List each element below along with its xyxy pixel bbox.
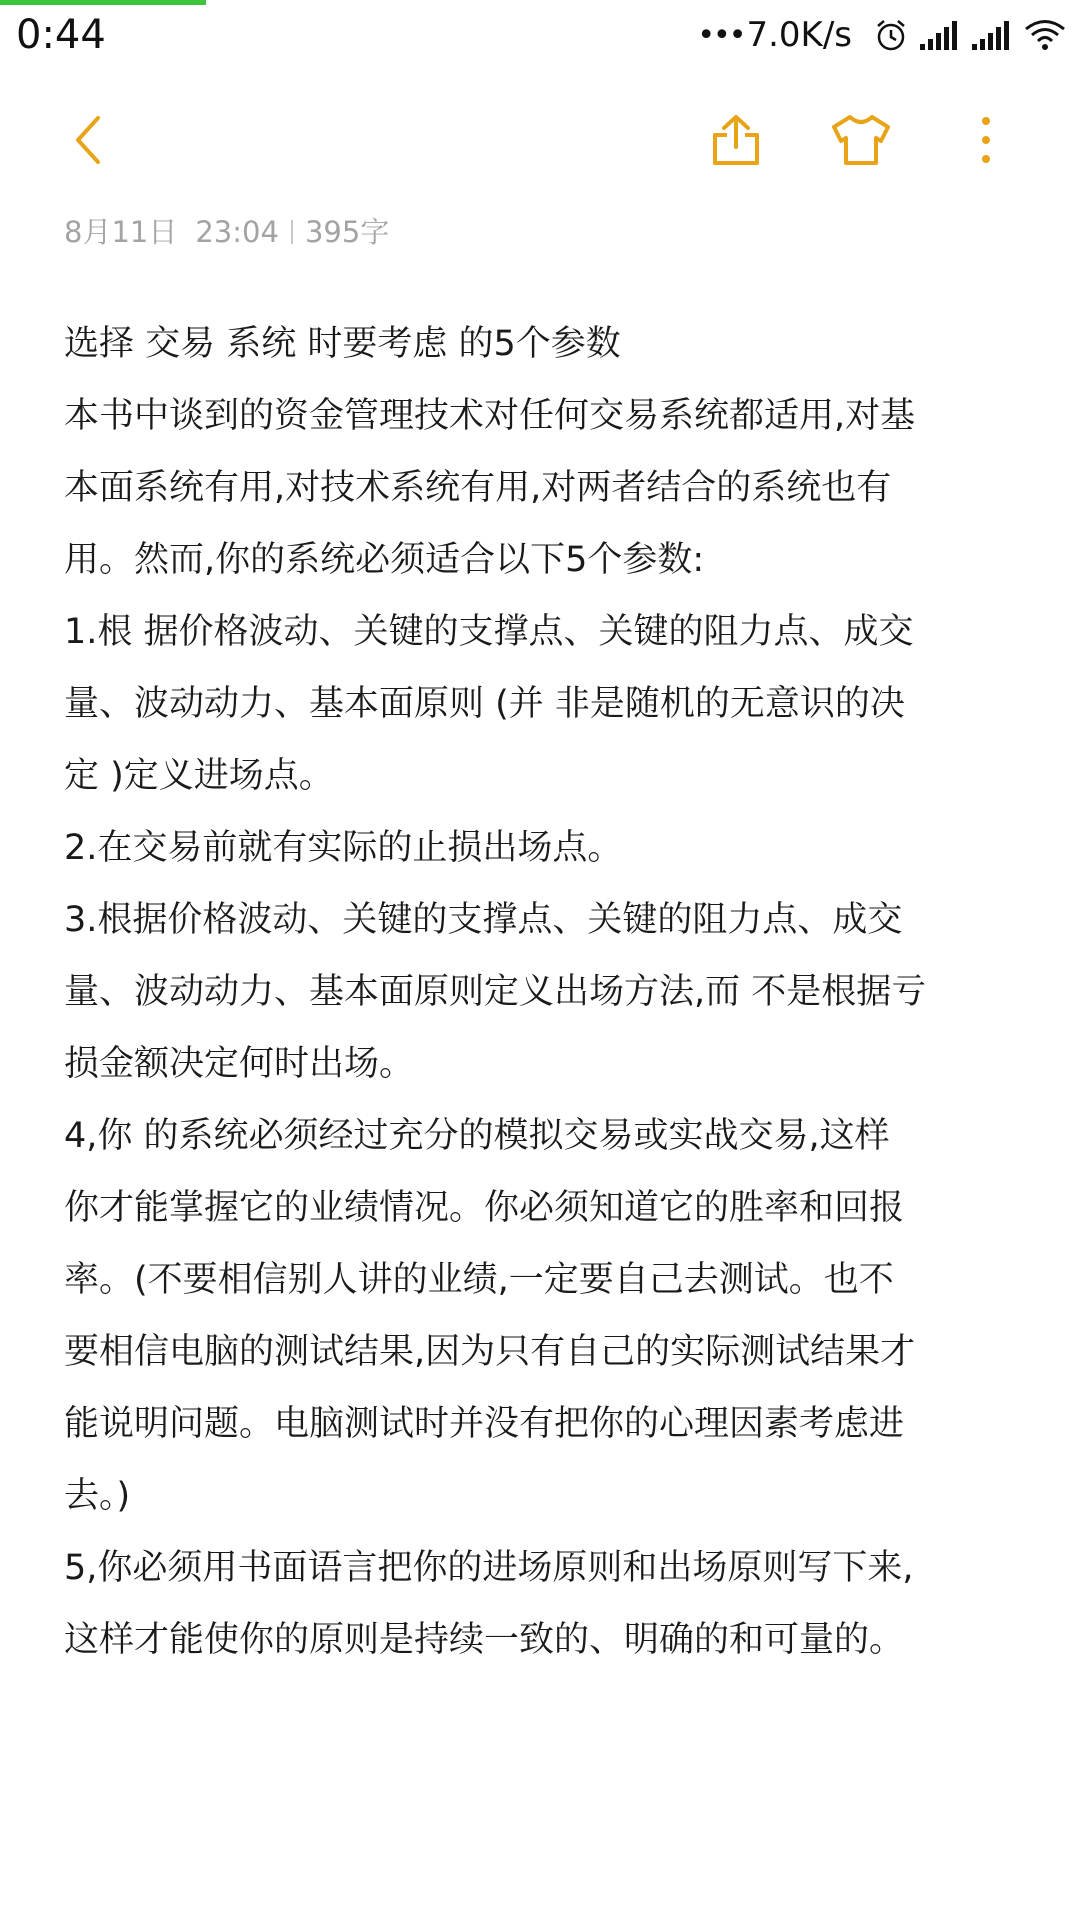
note-line: 5,你必须用书面语言把你的进场原则和出场原则写下来, — [64, 1548, 914, 1588]
note-line: 定 )定义进场点。 — [64, 756, 334, 796]
alarm-clock-icon — [874, 18, 908, 52]
more-vertical-icon — [978, 115, 994, 165]
note-line: 率。(不要相信别人讲的业绩,一定要自己去测试。也不 — [64, 1260, 894, 1300]
note-line: 去。) — [64, 1476, 131, 1516]
signal-strength-icon-2 — [972, 20, 1012, 50]
signal-strength-icon — [920, 20, 960, 50]
note-line: 本书中谈到的资金管理技术对任何交易系统都适用,对基 — [64, 396, 916, 436]
note-line: 量、波动动力、基本面原则定义出场方法,而 不是根据亏 — [64, 972, 927, 1012]
note-line: 4,你 的系统必须经过充分的模拟交易或实战交易,这样 — [64, 1116, 890, 1156]
note-time: 23:04 — [195, 215, 279, 249]
note-line: 要相信电脑的测试结果,因为只有自己的实际测试结果才 — [64, 1332, 916, 1372]
more-notifications-icon: ••• — [697, 17, 745, 53]
tshirt-icon — [830, 113, 892, 167]
note-line: 本面系统有用,对技术系统有用,对两者结合的系统也有 — [64, 468, 892, 508]
note-line: 1.根 据价格波动、关键的支撑点、关键的阻力点、成交 — [64, 612, 914, 652]
note-word-count: 395字 — [304, 215, 390, 249]
share-button[interactable] — [696, 100, 776, 180]
chevron-left-icon — [68, 112, 108, 168]
note-meta — [64, 212, 389, 252]
meta-divider — [291, 220, 293, 244]
status-time: 0:44 — [16, 12, 106, 58]
note-title: 选择 交易 系统 时要考虑 的5个参数 — [64, 324, 621, 364]
note-line: 能说明问题。电脑测试时并没有把你的心理因素考虑进 — [64, 1404, 905, 1444]
note-body[interactable] — [64, 308, 1014, 1676]
back-button[interactable] — [48, 100, 128, 180]
note-line: 这样才能使你的原则是持续一致的、明确的和可量的。 — [64, 1620, 905, 1660]
more-options-button[interactable] — [946, 100, 1026, 180]
status-indicators — [697, 10, 1066, 60]
note-line: 损金额决定何时出场。 — [64, 1044, 415, 1084]
note-line: 3.根据价格波动、关键的支撑点、关键的阻力点、成交 — [64, 900, 903, 940]
note-line: 2.在交易前就有实际的止损出场点。 — [64, 828, 623, 868]
note-toolbar — [0, 100, 1080, 180]
note-line: 你才能掌握它的业绩情况。你必须知道它的胜率和回报 — [64, 1188, 905, 1228]
note-line: 量、波动动力、基本面原则 (并 非是随机的无意识的决 — [64, 684, 905, 724]
network-speed: 7.0K/s — [746, 15, 852, 55]
note-date: 8月11日 — [64, 215, 178, 249]
wifi-icon — [1024, 19, 1066, 51]
status-bar — [0, 0, 1080, 70]
note-line: 用。然而,你的系统必须适合以下5个参数: — [64, 540, 705, 580]
share-icon — [710, 113, 762, 167]
theme-button[interactable] — [821, 100, 901, 180]
